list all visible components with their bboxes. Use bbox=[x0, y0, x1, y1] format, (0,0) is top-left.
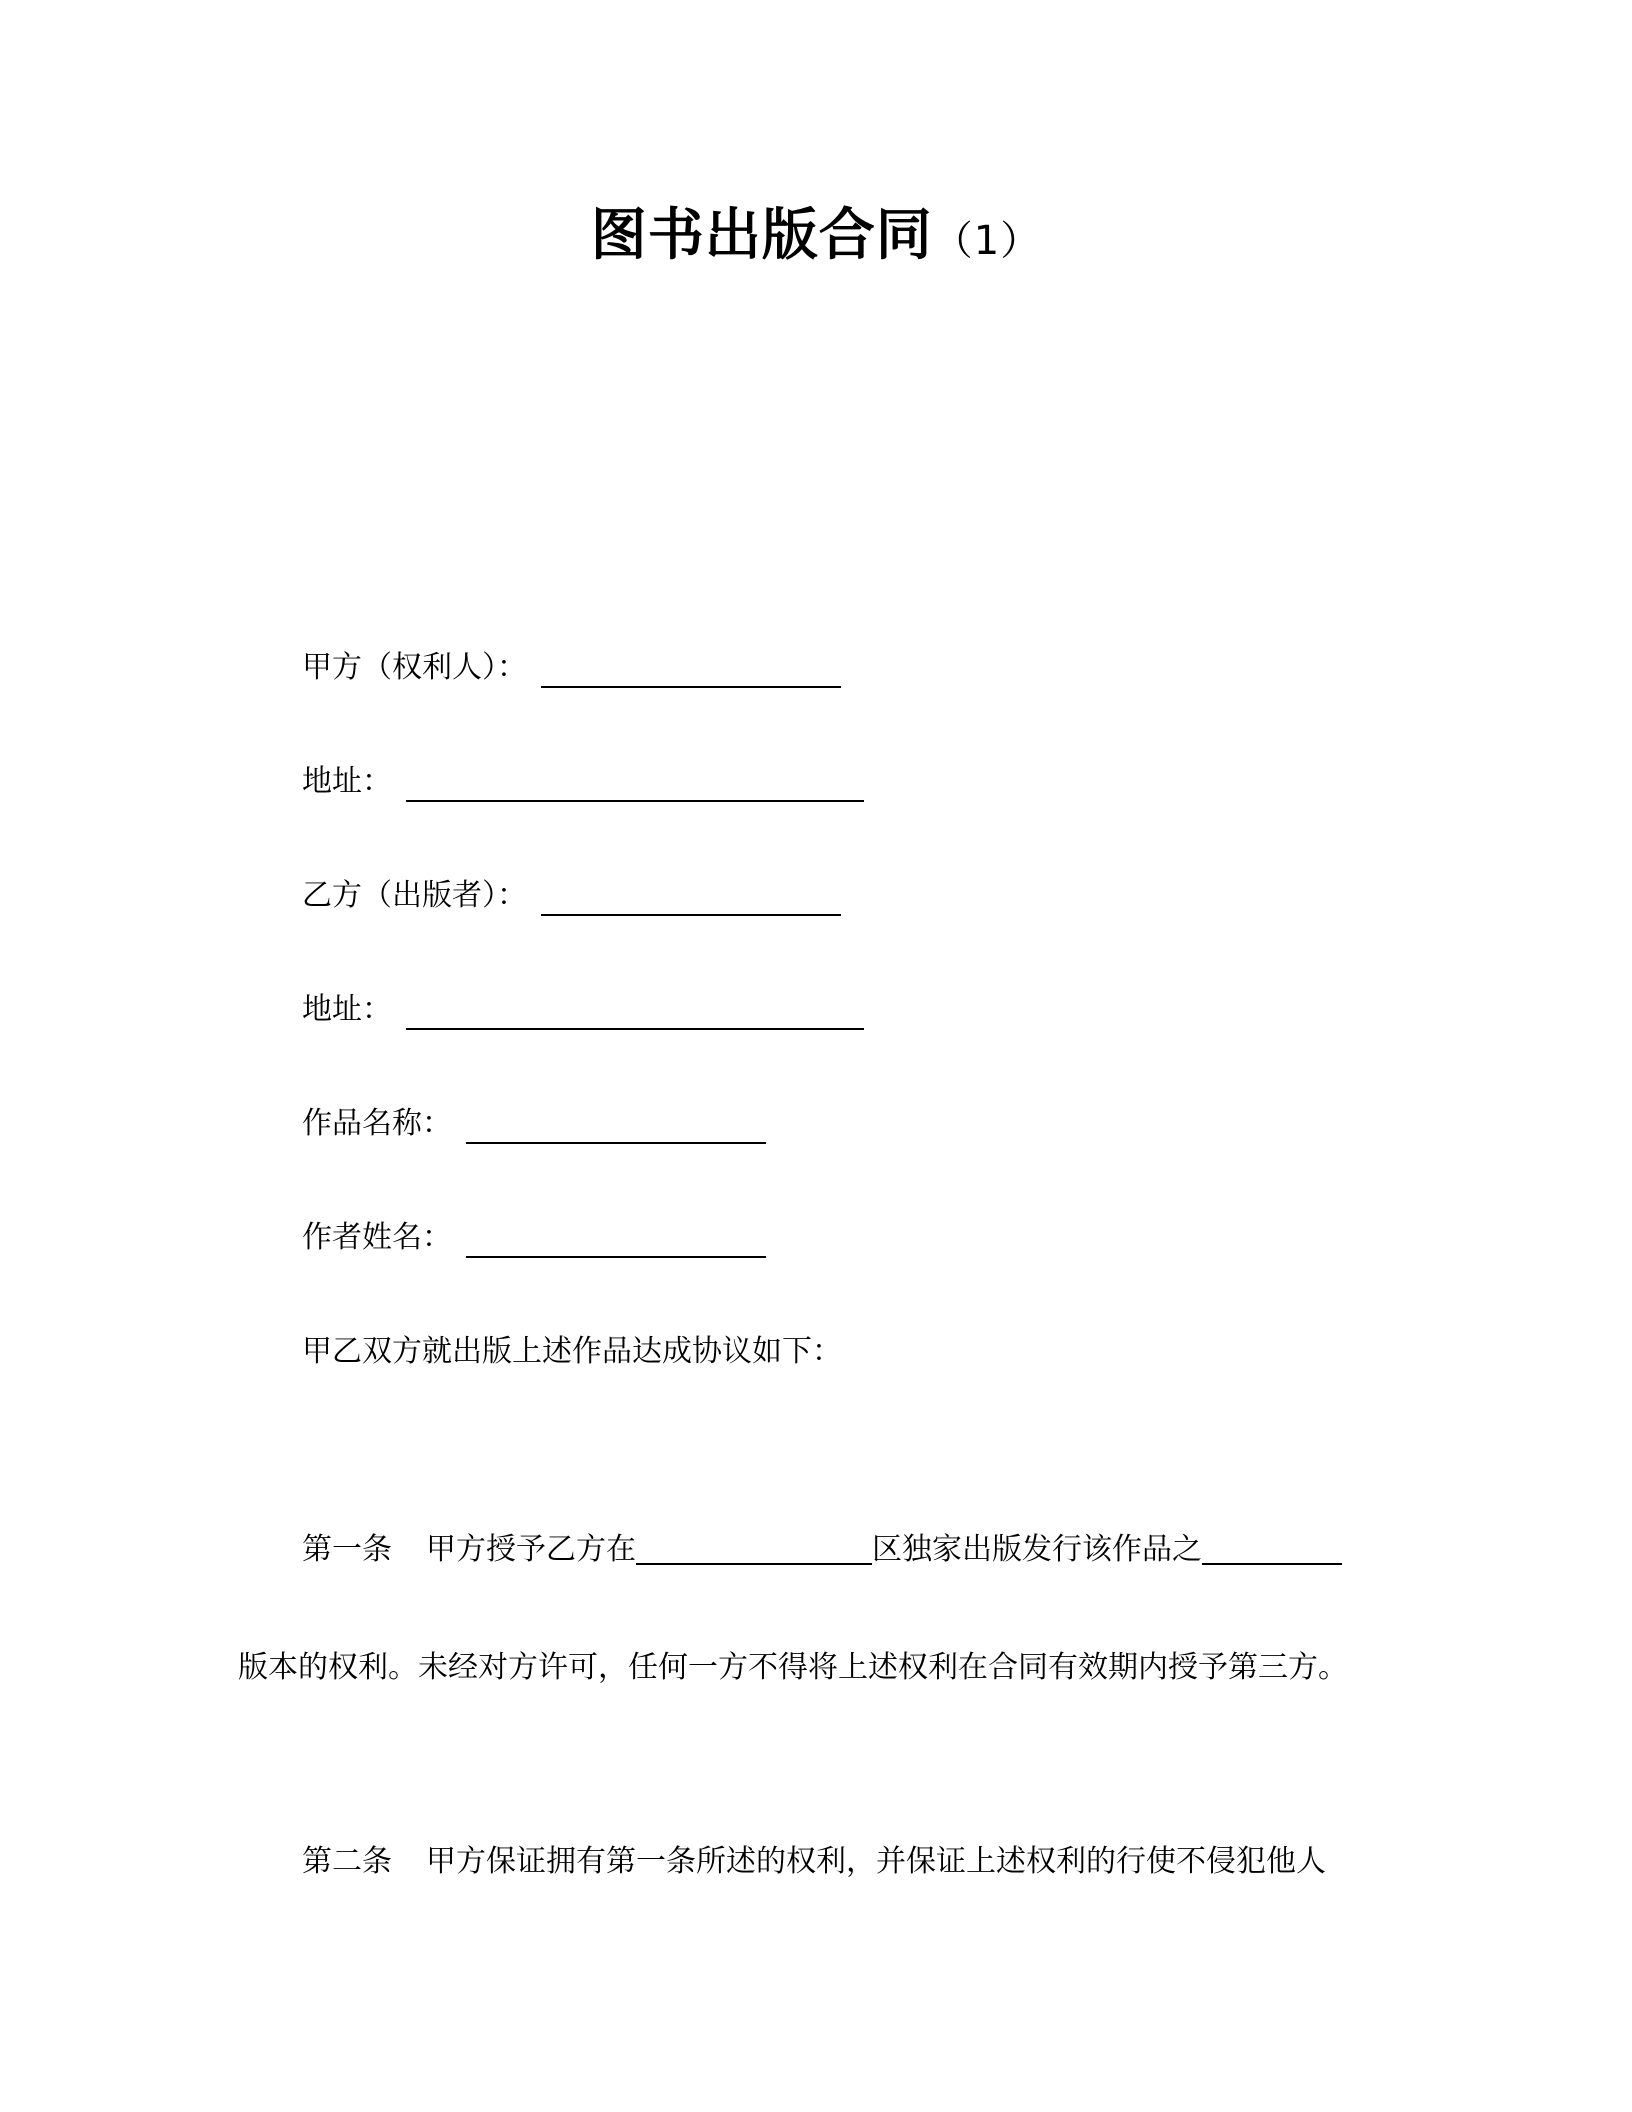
party-b-label: 乙方（出版者）： bbox=[302, 878, 527, 913]
author-name-blank[interactable] bbox=[466, 1226, 766, 1258]
title-suffix: （1） bbox=[932, 218, 1042, 264]
party-a-label: 甲方（权利人）： bbox=[302, 650, 527, 685]
clause-2-text: 甲方保证拥有第一条所述的权利，并保证上述权利的行使不侵犯他人 bbox=[426, 1844, 1326, 1879]
title-main: 图书出版合同 bbox=[590, 203, 933, 268]
work-title-blank[interactable] bbox=[466, 1112, 766, 1144]
author-name-label: 作者姓名： bbox=[302, 1220, 452, 1255]
party-a-field bbox=[302, 648, 841, 688]
clause-1-line-1 bbox=[302, 1530, 1342, 1570]
clause-1-region-blank[interactable] bbox=[636, 1533, 872, 1565]
clause-1-text-a: 甲方授予乙方在 bbox=[426, 1532, 636, 1567]
clause-2-line-1 bbox=[302, 1842, 1326, 1882]
party-b-blank[interactable] bbox=[541, 884, 841, 916]
party-a-blank[interactable] bbox=[541, 656, 841, 688]
clause-2-heading: 第二条 bbox=[302, 1844, 392, 1879]
work-title-field bbox=[302, 1104, 766, 1144]
clause-1-text-b: 区独家出版发行该作品之 bbox=[872, 1532, 1202, 1567]
work-title-label: 作品名称： bbox=[302, 1106, 452, 1141]
clause-1-heading: 第一条 bbox=[302, 1532, 392, 1567]
clause-1-line-2: 版本的权利。未经对方许可，任何一方不得将上述权利在合同有效期内授予第三方。 bbox=[238, 1650, 1348, 1685]
party-a-address-blank[interactable] bbox=[406, 770, 864, 802]
document-title bbox=[0, 200, 1632, 277]
party-b-address-label: 地址： bbox=[302, 992, 392, 1027]
party-b-address-field bbox=[302, 990, 864, 1030]
party-b-field bbox=[302, 876, 841, 916]
party-a-address-label: 地址： bbox=[302, 764, 392, 799]
party-b-address-blank[interactable] bbox=[406, 998, 864, 1030]
party-a-address-field bbox=[302, 762, 864, 802]
intro-paragraph: 甲乙双方就出版上述作品达成协议如下： bbox=[302, 1334, 842, 1369]
author-name-field bbox=[302, 1218, 766, 1258]
clause-1-version-blank[interactable] bbox=[1202, 1533, 1342, 1565]
